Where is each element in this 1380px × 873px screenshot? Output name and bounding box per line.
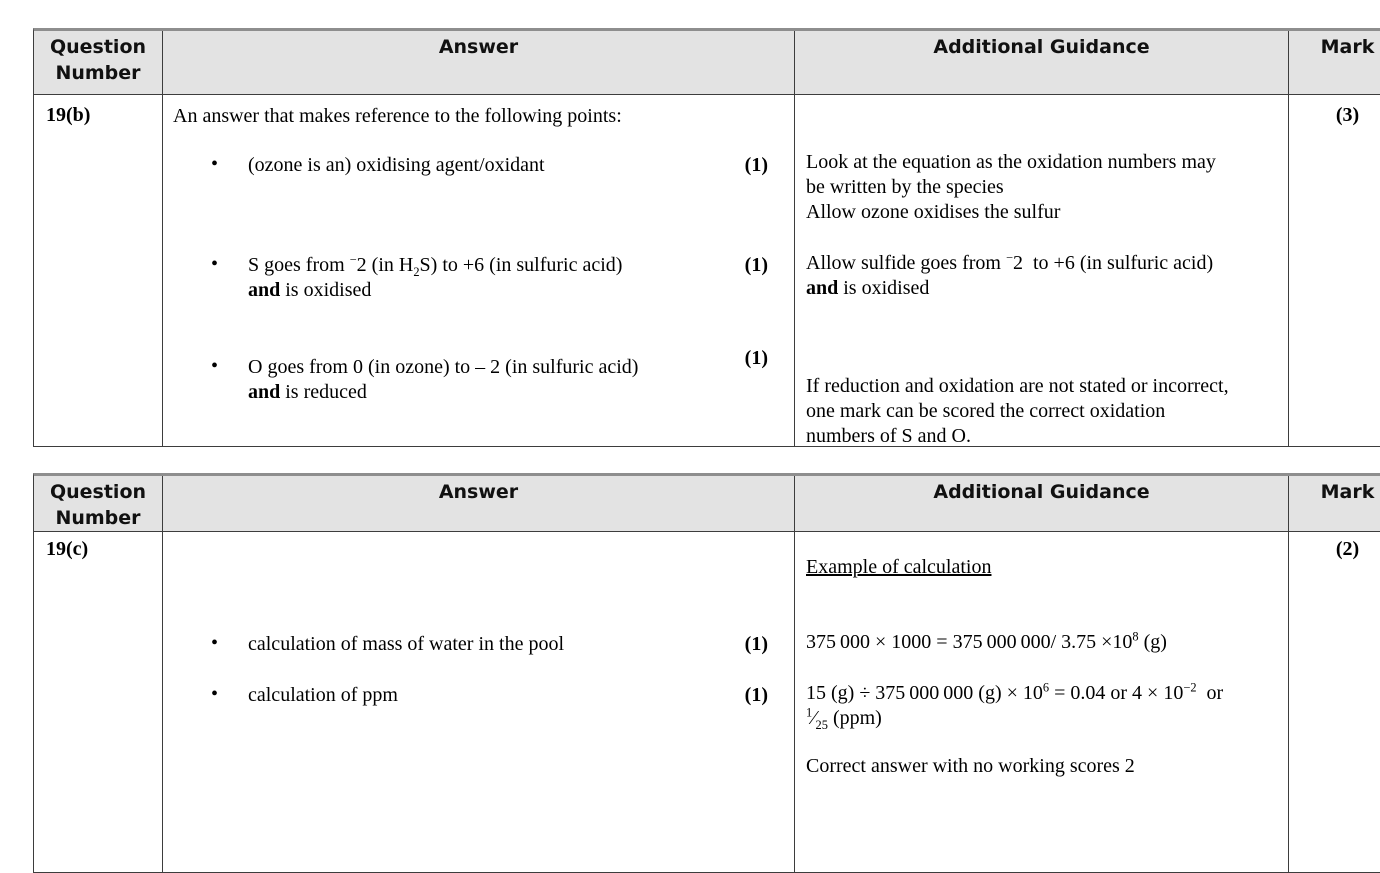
- column-header-question-number: Question Number: [34, 476, 163, 531]
- guidance-block-calculation-1: 375 000 × 1000 = 375 000 000/ $3.75 \times 10^8$ (g): [806, 629, 1167, 653]
- answer-bullet: [163, 683, 794, 708]
- question-number: 19(b): [46, 104, 91, 126]
- bullet-icon: •: [211, 355, 219, 377]
- guidance-block: Allow sulfide goes from −2 to +6 (in sulfuric acid) and is oxidised: [806, 250, 1214, 299]
- question-number: 19(c): [46, 538, 89, 560]
- column-header-question-number: Question Number: [34, 31, 163, 94]
- bullet-text: S goes from −2 (in $H_2S$) to +6 (in sulfuric acid) and is oxidised: [248, 252, 623, 301]
- table-header-row: [34, 476, 1380, 532]
- guidance-block: Look at the equation as the oxidation numbers may be written by the species Allow ozone oxidises the sulfur: [806, 151, 1216, 223]
- guidance-block-note: Correct answer with no working scores 2: [806, 755, 1135, 777]
- cell-answer: [163, 532, 795, 872]
- bullet-mark-value: (1): [744, 633, 768, 655]
- bullet-icon: •: [211, 153, 219, 175]
- bullet-icon: •: [211, 253, 219, 275]
- mark-scheme-table-19c: [33, 473, 1380, 873]
- column-header-mark: Mark: [1320, 481, 1375, 503]
- bullet-icon: •: [211, 632, 219, 654]
- column-header-answer: Answer: [163, 31, 795, 94]
- bullet-icon: •: [211, 683, 219, 705]
- mark-scheme-table-19b: [33, 28, 1380, 447]
- bullet-mark-value: (1): [744, 684, 768, 706]
- guidance-block: If reduction and oxidation are not stated or incorrect, one mark can be scored the correct oxidation numbers of S and O.: [806, 375, 1229, 447]
- guidance-block-calculation-2: 15 (g) ÷ 375 000 000 $(g) \times 10^6 = 0.04$ or $4 \times 10^{-2}$ or $^1⁄_{25}$ (ppm): [806, 680, 1224, 732]
- table-header-row: [34, 31, 1380, 95]
- cell-mark: [1289, 95, 1380, 446]
- column-header-answer: Answer: [163, 476, 795, 531]
- answer-bullet: [163, 632, 794, 657]
- column-header-additional-guidance: Additional Guidance: [795, 31, 1289, 94]
- column-header-additional-guidance: Additional Guidance: [795, 476, 1289, 531]
- cell-additional-guidance: [795, 532, 1289, 872]
- cell-mark: [1289, 532, 1380, 872]
- bullet-mark-value: (1): [744, 347, 768, 369]
- answer-intro: An answer that makes reference to the following points:: [173, 105, 622, 127]
- bullet-text: (ozone is an) oxidising agent/oxidant: [248, 154, 545, 176]
- bullet-text: calculation of mass of water in the pool: [248, 633, 565, 655]
- table-body-row: [34, 532, 1380, 872]
- bullet-text: calculation of ppm: [248, 684, 398, 706]
- answer-bullet: [163, 253, 794, 303]
- cell-question-number: [34, 532, 163, 872]
- table-body-row: [34, 95, 1380, 446]
- answer-bullet: [163, 347, 794, 405]
- answer-bullet: [163, 153, 794, 178]
- bullet-mark-value: (1): [744, 154, 768, 176]
- guidance-block-example-heading: Example of calculation: [806, 556, 992, 578]
- bullet-text: O goes from 0 (in ozone) to – 2 (in sulfuric acid) and is reduced: [248, 356, 639, 403]
- cell-additional-guidance: [795, 95, 1289, 446]
- cell-question-number: [34, 95, 163, 446]
- column-header-mark: Mark: [1320, 36, 1375, 58]
- cell-answer: [163, 95, 795, 446]
- bullet-mark-value: (1): [744, 254, 768, 276]
- mark-value: (2): [1335, 538, 1360, 560]
- mark-value: (3): [1335, 104, 1360, 126]
